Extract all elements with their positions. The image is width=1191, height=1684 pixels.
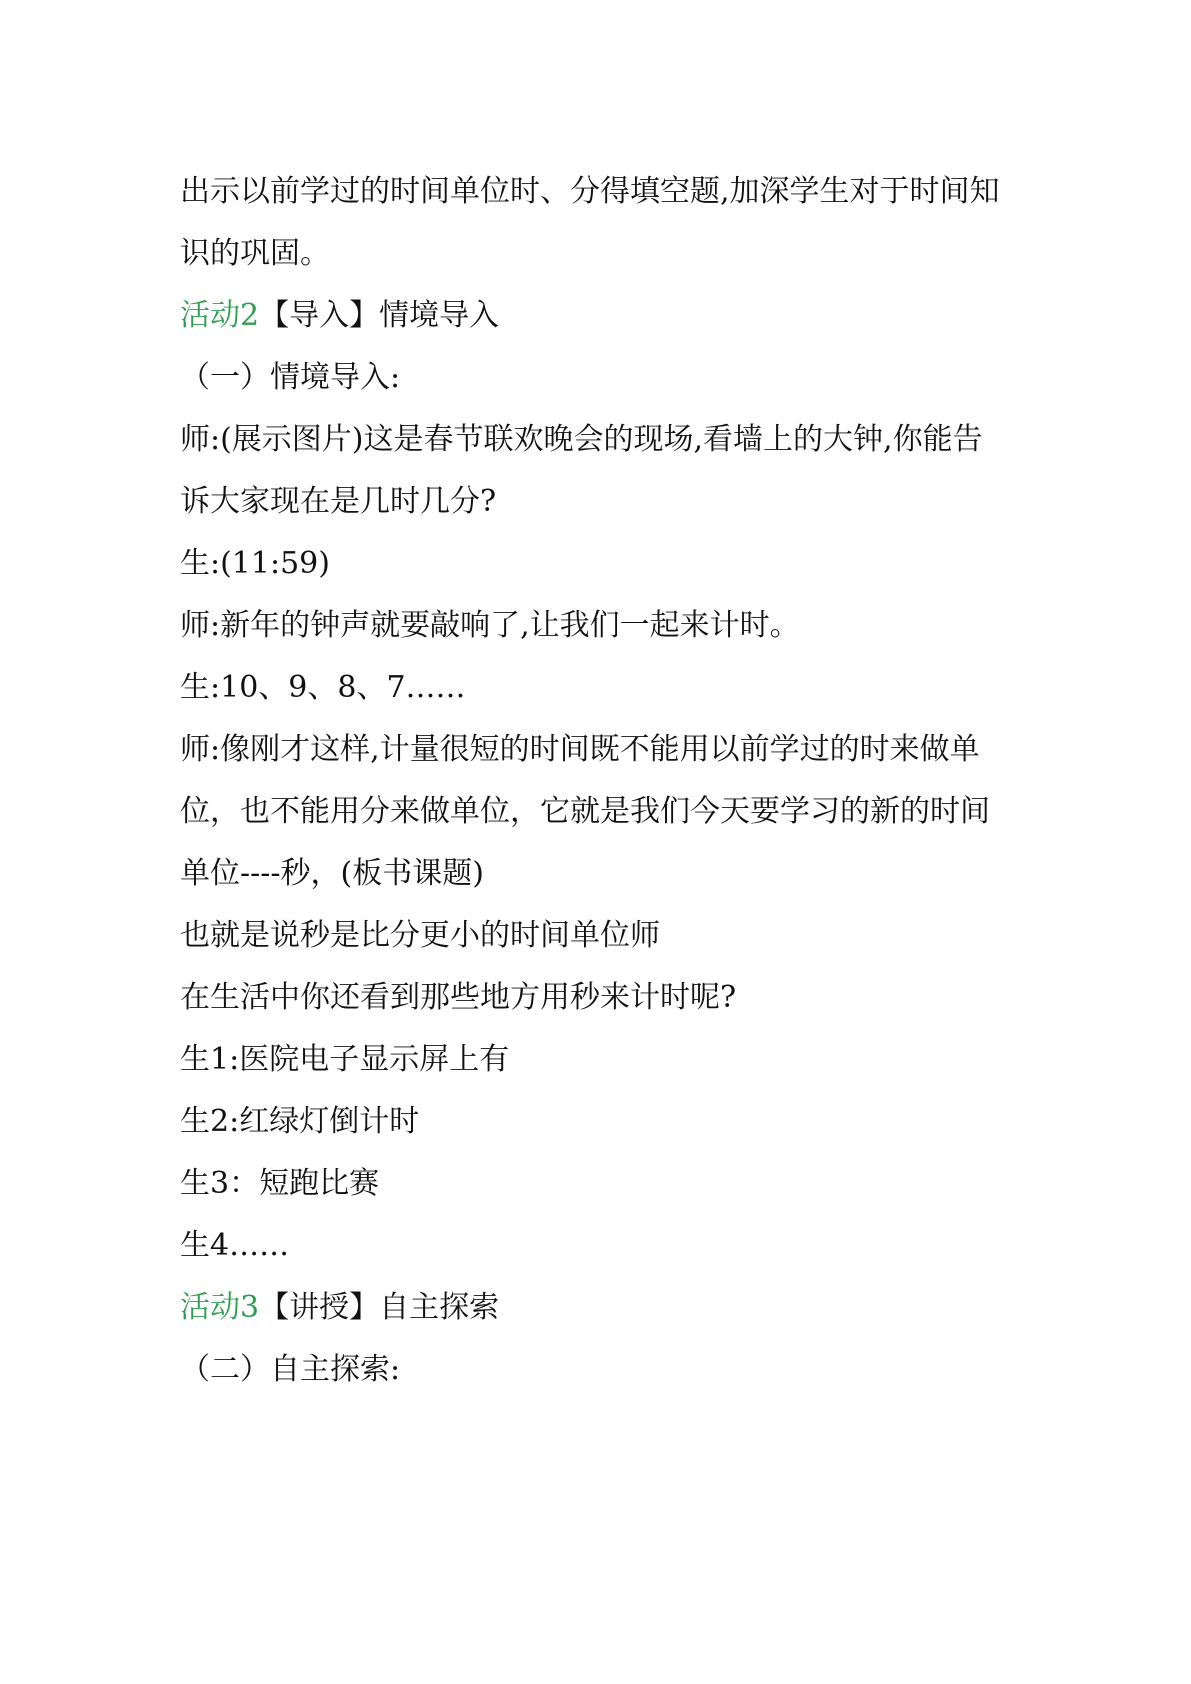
line-text: （一）情境导入: <box>180 360 401 395</box>
line-text: 位，也不能用分来做单位，它就是我们今天要学习的新的时间 <box>180 794 990 829</box>
paragraph-line <box>180 471 1020 533</box>
paragraph-line <box>180 409 1020 471</box>
paragraph-line <box>180 843 1020 905</box>
paragraph-line <box>180 161 1020 223</box>
activity-heading <box>180 1277 1020 1339</box>
line-text: 也就是说秒是比分更小的时间单位师 <box>180 918 660 953</box>
section-heading <box>180 1339 1020 1401</box>
paragraph-line <box>180 1215 1020 1277</box>
line-text: 单位----秒，(板书课题) <box>180 856 484 891</box>
paragraph-line <box>180 1153 1020 1215</box>
paragraph-line <box>180 595 1020 657</box>
paragraph-line <box>180 905 1020 967</box>
line-text: 师:像刚才这样,计量很短的时间既不能用以前学过的时来做单 <box>180 732 980 767</box>
paragraph-line <box>180 1029 1020 1091</box>
line-text: 生2:红绿灯倒计时 <box>180 1104 420 1139</box>
paragraph-line <box>180 1091 1020 1153</box>
line-text: 师:(展示图片)这是春节联欢晚会的现场,看墙上的大钟,你能告 <box>180 422 983 457</box>
document-body <box>180 161 1020 1401</box>
paragraph-line <box>180 719 1020 781</box>
line-text: 识的巩固。 <box>180 236 330 271</box>
paragraph-line <box>180 967 1020 1029</box>
line-text: 生1:医院电子显示屏上有 <box>180 1042 510 1077</box>
activity-title: 【讲授】自主探索 <box>259 1290 500 1325</box>
line-text: 生3：短跑比赛 <box>180 1166 380 1201</box>
paragraph-line <box>180 657 1020 719</box>
section-heading <box>180 347 1020 409</box>
paragraph-line <box>180 223 1020 285</box>
line-text: 诉大家现在是几时几分? <box>180 484 497 519</box>
line-text: （二）自主探索: <box>180 1352 401 1387</box>
paragraph-line <box>180 533 1020 595</box>
line-text: 生:(11:59) <box>180 546 330 581</box>
activity-title: 【导入】情境导入 <box>259 298 500 333</box>
line-text: 在生活中你还看到那些地方用秒来计时呢? <box>180 980 737 1015</box>
activity-label: 活动3 <box>180 1290 260 1325</box>
line-text: 出示以前学过的时间单位时、分得填空题,加深学生对于时间知 <box>180 174 1000 209</box>
line-text: 生:10、9、8、7…… <box>180 670 466 705</box>
line-text: 生4…… <box>180 1228 290 1263</box>
line-text: 师:新年的钟声就要敲响了,让我们一起来计时。 <box>180 608 800 643</box>
activity-heading <box>180 285 1020 347</box>
paragraph-line <box>180 781 1020 843</box>
activity-label: 活动2 <box>180 298 260 333</box>
